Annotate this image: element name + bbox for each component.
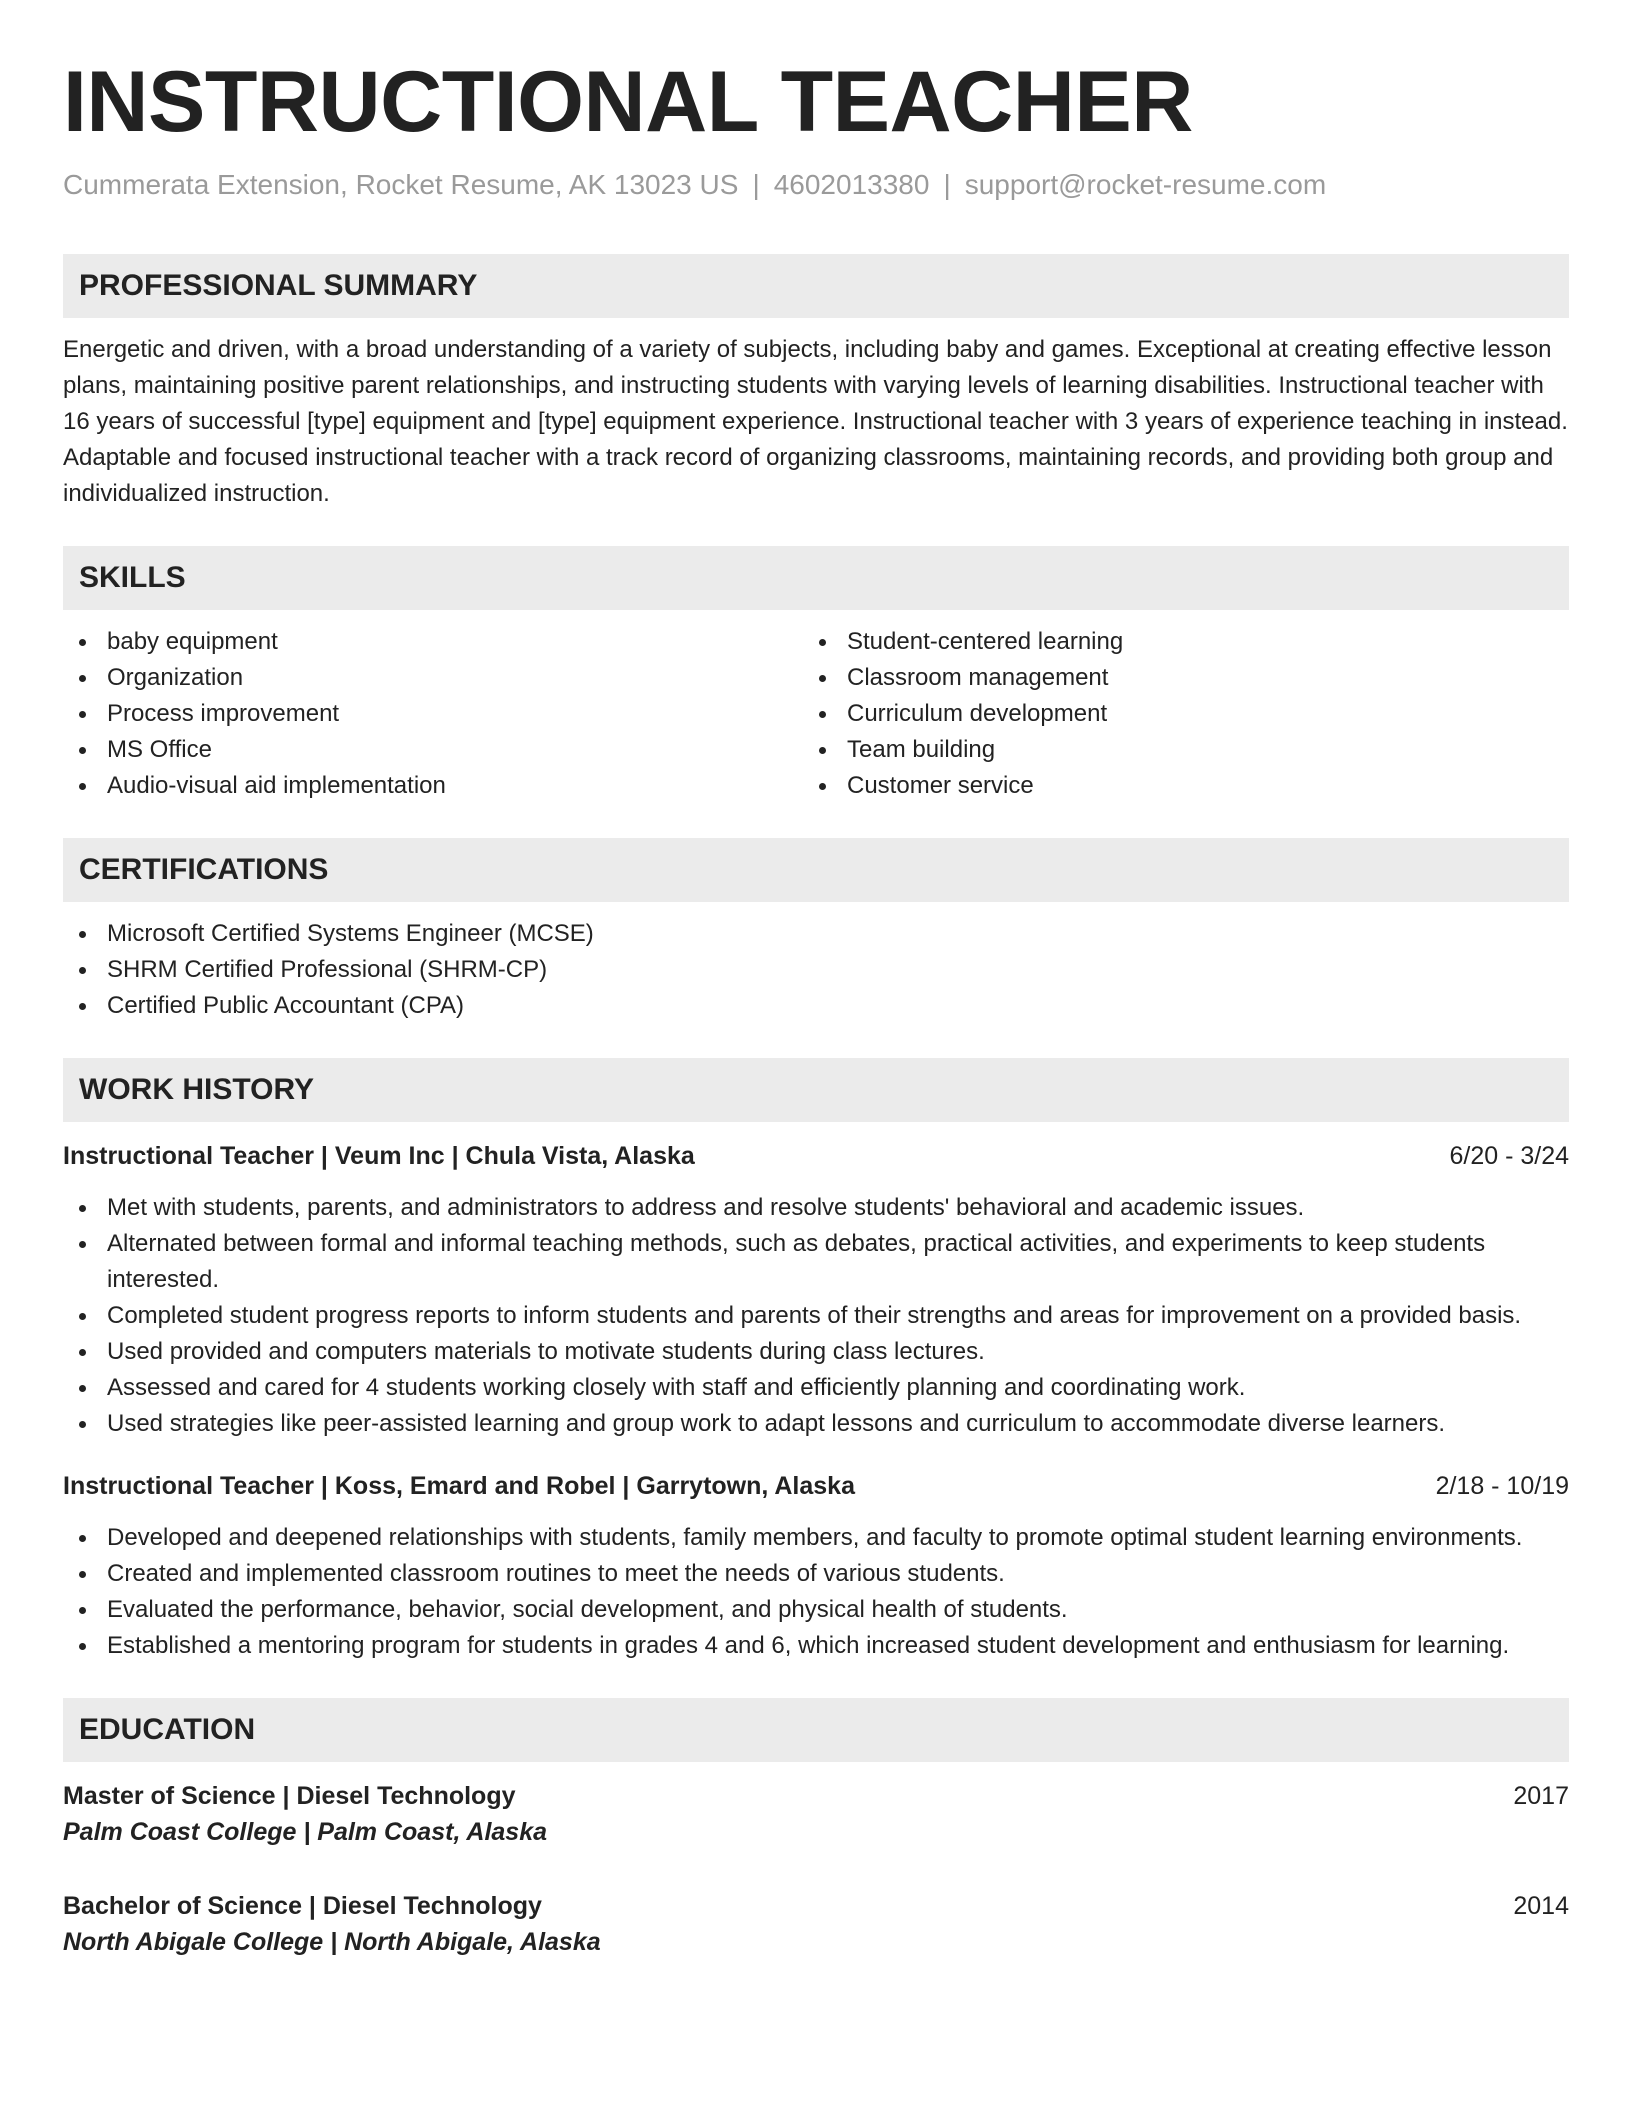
job-bullet: Met with students, parents, and administrators to address and resolve students' behavioral and academic issues.	[63, 1190, 1569, 1226]
education-year: 2017	[1513, 1782, 1569, 1810]
section-header-skills: SKILLS	[63, 546, 1569, 610]
job-entry	[63, 1468, 1569, 1664]
job-dates: 6/20 - 3/24	[1449, 1142, 1569, 1170]
contact-phone: 4602013380	[773, 169, 930, 200]
contact-separator: |	[943, 169, 951, 200]
contact-email: support@rocket-resume.com	[964, 169, 1327, 200]
certification-item: Certified Public Accountant (CPA)	[63, 988, 1569, 1024]
section-header-education: EDUCATION	[63, 1698, 1569, 1762]
education-degree: Bachelor of Science | Diesel Technology	[63, 1892, 542, 1920]
job-bullet: Completed student progress reports to inform students and parents of their strengths and areas for improvement on a provided basis.	[63, 1298, 1569, 1334]
job-bullet: Used provided and computers materials to motivate students during class lectures.	[63, 1334, 1569, 1370]
section-header-summary: PROFESSIONAL SUMMARY	[63, 254, 1569, 318]
summary-text: Energetic and driven, with a broad understanding of a variety of subjects, including baby and games. Exceptional at creating effective lesson plans, maintaining positive parent relationships, and instructing students with varying levels of learning disabilities. Instructional teacher with 16 years of successful [type] equipment and [type] equipment experience. Instructional teacher with 3 years of experience teaching in instead. Adaptable and focused instructional teacher with a track record of organizing classrooms, maintaining records, and providing both group and individualized instruction.	[63, 336, 1568, 507]
job-bullet: Developed and deepened relationships with students, family members, and faculty to promote optimal student learning environments.	[63, 1520, 1569, 1556]
education-header	[63, 1778, 1569, 1814]
skill-item: Organization	[63, 660, 803, 696]
skill-item: MS Office	[63, 732, 803, 768]
skill-item: Classroom management	[803, 660, 1543, 696]
job-bullet: Created and implemented classroom routines to meet the needs of various students.	[63, 1556, 1569, 1592]
education-school: Palm Coast College | Palm Coast, Alaska	[63, 1818, 548, 1846]
skills-column-right	[803, 624, 1543, 804]
skill-item: Student-centered learning	[803, 624, 1543, 660]
certification-item: Microsoft Certified Systems Engineer (MCSE)	[63, 916, 1569, 952]
skills-list-left	[63, 624, 803, 804]
skill-item: baby equipment	[63, 624, 803, 660]
section-header-work-history: WORK HISTORY	[63, 1058, 1569, 1122]
skill-item: Customer service	[803, 768, 1543, 804]
contact-line	[63, 168, 1569, 202]
job-bullets	[63, 1520, 1569, 1664]
job-bullet: Assessed and cared for 4 students working closely with staff and efficiently planning and coordinating work.	[63, 1370, 1569, 1406]
certification-item: SHRM Certified Professional (SHRM-CP)	[63, 952, 1569, 988]
skills-list-right	[803, 624, 1543, 804]
job-title: Instructional Teacher | Veum Inc | Chula Vista, Alaska	[63, 1142, 695, 1170]
education-degree: Master of Science | Diesel Technology	[63, 1782, 516, 1810]
education-entry	[63, 1888, 1569, 1960]
skill-item: Audio-visual aid implementation	[63, 768, 803, 804]
skills-grid	[63, 624, 1569, 804]
contact-address: Cummerata Extension, Rocket Resume, AK 13023 US	[63, 169, 739, 200]
education-entry	[63, 1778, 1569, 1850]
job-header	[63, 1138, 1569, 1174]
job-title: Instructional Teacher | Koss, Emard and Robel | Garrytown, Alaska	[63, 1472, 855, 1500]
job-dates: 2/18 - 10/19	[1435, 1472, 1569, 1500]
job-bullet: Established a mentoring program for students in grades 4 and 6, which increased student development and enthusiasm for learning.	[63, 1628, 1569, 1664]
skill-item: Team building	[803, 732, 1543, 768]
job-header	[63, 1468, 1569, 1504]
section-header-certifications: CERTIFICATIONS	[63, 838, 1569, 902]
contact-separator: |	[752, 169, 760, 200]
job-entry	[63, 1138, 1569, 1442]
education-school: North Abigale College | North Abigale, Alaska	[63, 1928, 601, 1956]
resume-name: INSTRUCTIONAL TEACHER	[63, 54, 1193, 150]
education-year: 2014	[1513, 1892, 1569, 1920]
job-bullet: Alternated between formal and informal teaching methods, such as debates, practical activities, and experiments to keep students interested.	[63, 1226, 1569, 1298]
education-header	[63, 1888, 1569, 1924]
skill-item: Process improvement	[63, 696, 803, 732]
job-bullet: Evaluated the performance, behavior, social development, and physical health of students.	[63, 1592, 1569, 1628]
job-bullet: Used strategies like peer-assisted learning and group work to adapt lessons and curriculum to accommodate diverse learners.	[63, 1406, 1569, 1442]
certifications-list	[63, 916, 1569, 1024]
job-bullets	[63, 1190, 1569, 1442]
skills-column-left	[63, 624, 803, 804]
skill-item: Curriculum development	[803, 696, 1543, 732]
